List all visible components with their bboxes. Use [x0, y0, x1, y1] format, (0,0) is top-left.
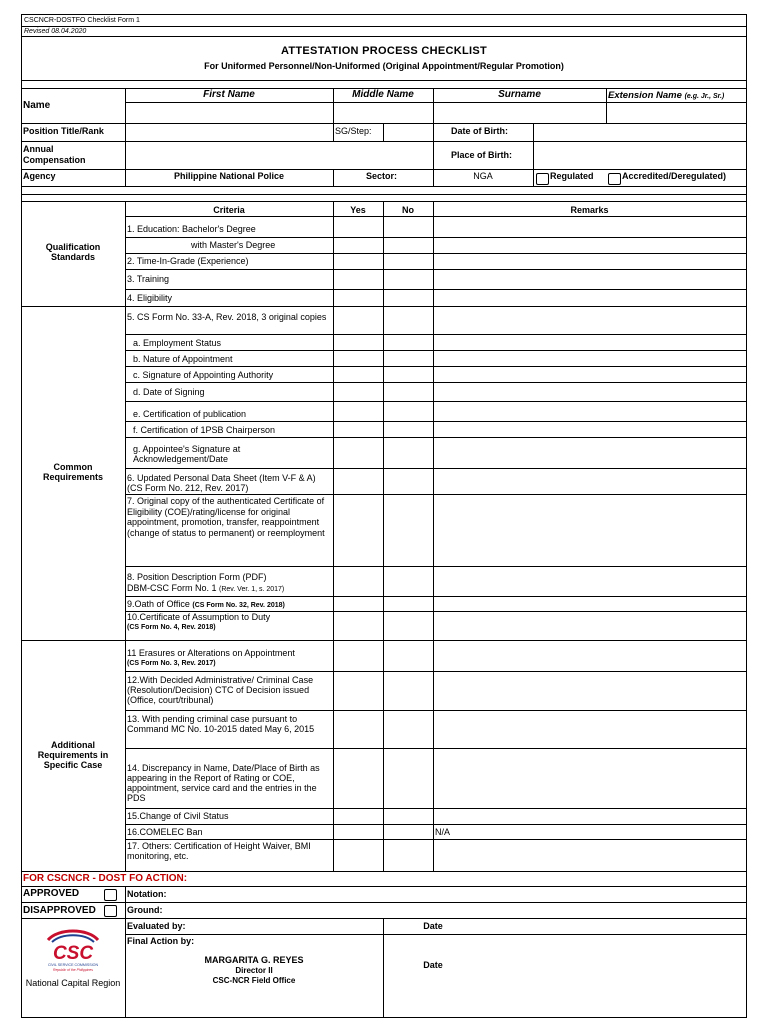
surname-header: Surname: [498, 89, 541, 100]
criteria-item: 17. Others: Certification of Height Waiver, BMI monitoring, etc.: [127, 841, 311, 862]
criteria-item-text: DBM-CSC Form No. 1: [127, 583, 217, 593]
criteria-item: 1. Education: Bachelor's Degree: [127, 224, 256, 234]
regulated-checkbox[interactable]: [536, 173, 549, 185]
action-heading: FOR CSCNCR - DOST FO ACTION:: [23, 873, 188, 884]
criteria-item: [127, 584, 284, 593]
criteria-item: d. Date of Signing: [133, 387, 205, 397]
form-code: CSCNCR-DOSTFO Checklist Form 1: [24, 17, 140, 24]
criteria-header: Criteria: [213, 205, 245, 215]
date-label: Date: [423, 921, 443, 931]
ground-label: Ground:: [127, 905, 163, 915]
criteria-item-ref: (CS Form No. 32, Rev. 2018): [192, 602, 285, 609]
criteria-item: a. Employment Status: [133, 338, 222, 348]
logo-subtext: CIVIL SERVICE COMMISSION: [47, 963, 99, 967]
page-title: ATTESTATION PROCESS CHECKLIST: [280, 45, 488, 57]
region-label: National Capital Region: [25, 978, 121, 988]
sector-label: Sector:: [366, 171, 398, 181]
yes-header: Yes: [350, 205, 366, 215]
agency-value: Philippine National Police: [173, 171, 285, 181]
evaluated-by-label: Evaluated by:: [127, 921, 186, 931]
date-label: Date: [423, 960, 443, 970]
extension-hint: (e.g. Jr., Sr.): [684, 93, 725, 100]
criteria-item-ref: (CS Form No. 4, Rev. 2018): [127, 624, 216, 631]
criteria-item: 11 Erasures or Alterations on Appointment: [127, 648, 295, 658]
regulated-label: Regulated: [550, 171, 594, 181]
criteria-item: 10.Certificate of Assumption to Duty: [127, 612, 271, 622]
compensation-label-2: Compensation: [23, 155, 86, 165]
signatory-title: Director II: [235, 966, 273, 975]
signatory-name: MARGARITA G. REYES: [204, 955, 304, 965]
first-name-header: First Name: [203, 89, 255, 100]
criteria-item: 12.With Decided Administrative/ Criminal Case (Resolution/Decision) CTC of Decision issued (Office, court/tribunal): [127, 675, 314, 706]
criteria-item: g. Appointee's Signature at Acknowledgement/Date: [133, 444, 241, 465]
criteria-item: [127, 312, 331, 322]
criteria-item: 4. Eligibility: [127, 293, 173, 303]
revision-date: Revised 08.04.2020: [24, 28, 87, 35]
final-action-label: Final Action by:: [127, 936, 195, 946]
page-subtitle: For Uniformed Personnel/Non-Uniformed (Original Appointment/Regular Promotion): [204, 61, 564, 71]
criteria-item: 6. Updated Personal Data Sheet (Item V-F & A) (CS Form No. 212, Rev. 2017): [127, 473, 316, 494]
logo-subtext: Republic of the Philippines: [53, 968, 93, 972]
criteria-item-ref: (Rev. Ver. 1, s. 2017): [219, 586, 285, 593]
sg-step-label: SG/Step:: [335, 126, 372, 136]
disapproved-checkbox[interactable]: [104, 905, 117, 917]
criteria-item: 8. Position Description Form (PDF): [127, 572, 267, 582]
agency-label: Agency: [23, 171, 56, 181]
disapproved-label: DISAPPROVED: [23, 905, 96, 916]
criteria-item: with Master's Degree: [191, 240, 276, 250]
criteria-item-text: 5. CS Form No. 33-A, Rev. 2018, 3 original copies: [127, 312, 327, 322]
dob-label: Date of Birth:: [451, 126, 508, 136]
pob-label: Place of Birth:: [451, 150, 513, 160]
csc-logo: [44, 926, 102, 974]
approved-checkbox[interactable]: [104, 889, 117, 901]
criteria-item: 13. With pending criminal case pursuant to Command MC No. 10-2015 dated May 6, 2015: [127, 714, 315, 735]
group-additional-requirements: Additional Requirements in Specific Case: [37, 740, 109, 771]
compensation-label-1: Annual: [23, 144, 54, 154]
group-common-requirements: Common Requirements: [42, 462, 104, 483]
approved-label: APPROVED: [23, 888, 80, 899]
logo-text: CSC: [52, 943, 94, 964]
criteria-item: b. Nature of Appointment: [133, 354, 233, 364]
criteria-item: c. Signature of Appointing Authority: [133, 370, 274, 380]
group-qualification-standards: Qualification Standards: [45, 242, 101, 263]
csc-logo-icon: [44, 926, 102, 974]
position-label: Position Title/Rank: [23, 126, 104, 136]
criteria-item: 2. Time-In-Grade (Experience): [127, 256, 249, 266]
criteria-item: [127, 600, 285, 609]
criteria-item: e. Certification of publication: [133, 409, 247, 419]
criteria-item-ref: (CS Form No. 3, Rev. 2017): [127, 660, 216, 667]
no-header: No: [402, 205, 414, 215]
remark-cell: N/A: [435, 827, 451, 837]
middle-name-header: Middle Name: [352, 89, 414, 100]
signatory-office: CSC-NCR Field Office: [212, 976, 296, 985]
criteria-item: 15.Change of Civil Status: [127, 811, 229, 821]
extension-name-header: [608, 91, 724, 101]
notation-label: Notation:: [127, 889, 167, 899]
name-label: Name: [23, 100, 51, 111]
accredited-checkbox[interactable]: [608, 173, 621, 185]
criteria-item: 14. Discrepancy in Name, Date/Place of Birth as appearing in the Report of Rating or COE, appointment, service card and the entries in the PDS: [127, 763, 320, 804]
accredited-label: Accredited/Deregulated): [622, 171, 727, 181]
extension-name-text: Extension Name: [608, 90, 682, 101]
criteria-item: 16.COMELEC Ban: [127, 827, 203, 837]
criteria-item-text: 9.Oath of Office: [127, 599, 190, 609]
criteria-item: 3. Training: [127, 274, 170, 284]
criteria-item: 7. Original copy of the authenticated Certificate of Eligibility (COE)/rating/license for original appointment, promotion, transfer, reappointment (change of status to permanent) or reemployment: [127, 496, 325, 538]
sector-value: NGA: [473, 171, 493, 181]
criteria-item: f. Certification of 1PSB Chairperson: [133, 425, 276, 435]
remarks-header: Remarks: [570, 205, 609, 215]
